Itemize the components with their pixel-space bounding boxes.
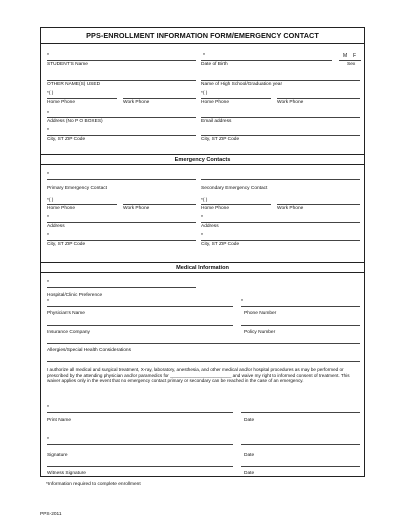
allergies-field[interactable] bbox=[47, 361, 360, 362]
form-code: PPS-2011 bbox=[40, 512, 62, 517]
home-phone-label: Home Phone bbox=[47, 206, 75, 211]
home-phone-field[interactable] bbox=[201, 204, 271, 205]
policy-label: Policy Number bbox=[244, 330, 276, 335]
date-label: Date bbox=[244, 453, 255, 458]
dob-field[interactable] bbox=[201, 60, 332, 61]
sex-field[interactable] bbox=[339, 60, 361, 61]
address-label: Address bbox=[47, 224, 65, 229]
emergency-address-field[interactable] bbox=[47, 222, 196, 223]
other-names-field[interactable] bbox=[47, 80, 196, 81]
home-phone-label: Home Phone bbox=[201, 206, 229, 211]
date-field[interactable] bbox=[241, 466, 360, 467]
secondary-contact-label: Secondary Emergency Contact bbox=[201, 186, 268, 191]
allergies-label: Allergies/Special Health Considerations bbox=[47, 348, 131, 353]
city-label: City, ST ZIP Code bbox=[47, 137, 86, 142]
date-field[interactable] bbox=[241, 412, 360, 413]
insurance-label: Insurance Company bbox=[47, 330, 90, 335]
print-name-field[interactable] bbox=[47, 412, 233, 413]
work-phone-field[interactable] bbox=[277, 204, 360, 205]
required-marker: * bbox=[47, 128, 49, 134]
required-marker: * bbox=[47, 172, 49, 178]
address-label: Address (No P O BOXES) bbox=[47, 119, 103, 124]
required-marker: * bbox=[47, 299, 49, 305]
home-phone-field[interactable] bbox=[47, 98, 117, 99]
required-marker: * bbox=[47, 280, 49, 286]
home-phone-placeholder: *( ) bbox=[47, 91, 54, 96]
city-label: City, ST ZIP Code bbox=[47, 242, 86, 247]
home-phone-placeholder: *( ) bbox=[201, 198, 208, 203]
required-marker: * bbox=[47, 53, 49, 59]
sex-option-m[interactable]: M bbox=[343, 53, 348, 59]
required-marker: * bbox=[201, 215, 203, 221]
home-phone-field[interactable] bbox=[201, 98, 271, 99]
home-phone-label: Home Phone bbox=[201, 100, 229, 105]
phone-number-field[interactable] bbox=[241, 306, 360, 307]
city-field[interactable] bbox=[47, 135, 196, 136]
physician-label: Physician's Name bbox=[47, 311, 85, 316]
policy-field[interactable] bbox=[241, 325, 360, 326]
secondary-contact-field[interactable] bbox=[201, 179, 360, 180]
print-name-label: Print Name bbox=[47, 418, 71, 423]
phone-number-label: Phone Number bbox=[244, 311, 277, 316]
required-marker: * bbox=[241, 299, 243, 305]
emergency-heading: Emergency Contacts bbox=[41, 154, 364, 165]
home-phone-placeholder: *( ) bbox=[201, 91, 208, 96]
student-name-label: STUDENT'S Name bbox=[47, 62, 88, 67]
city-label: City, ST ZIP Code bbox=[201, 137, 240, 142]
dob-label: Date of Birth bbox=[201, 62, 228, 67]
email-label: Email address bbox=[201, 119, 232, 124]
witness-field[interactable] bbox=[47, 466, 233, 467]
hospital-field[interactable] bbox=[47, 287, 196, 288]
work-phone-label: Work Phone bbox=[123, 206, 150, 211]
physician-field[interactable] bbox=[47, 306, 233, 307]
city-field[interactable] bbox=[201, 135, 360, 136]
student-name-field[interactable] bbox=[47, 60, 196, 61]
primary-contact-field[interactable] bbox=[47, 179, 196, 180]
required-marker: * bbox=[47, 405, 49, 411]
medical-heading: Medical Information bbox=[41, 262, 364, 273]
required-marker: * bbox=[47, 233, 49, 239]
required-marker: * bbox=[201, 233, 203, 239]
home-phone-placeholder: *( ) bbox=[47, 198, 54, 203]
hospital-label: Hospital/Clinic Preference bbox=[47, 293, 103, 298]
emergency-city-field[interactable] bbox=[47, 240, 196, 241]
work-phone-label: Work Phone bbox=[277, 206, 304, 211]
address-label: Address bbox=[201, 224, 219, 229]
required-marker: * bbox=[47, 111, 49, 117]
work-phone-field[interactable] bbox=[123, 204, 196, 205]
date-label: Date bbox=[244, 471, 255, 476]
city-label: City, ST ZIP Code bbox=[201, 242, 240, 247]
date-label: Date bbox=[244, 418, 255, 423]
witness-label: Witness Signature bbox=[47, 471, 86, 476]
form-title: PPS-ENROLLMENT INFORMATION FORM/EMERGENCY CONTACT bbox=[41, 28, 364, 44]
home-phone-field[interactable] bbox=[47, 204, 117, 205]
authorization-text: I authorize all medical and surgical treatment, X-ray, laboratory, anesthesia, and other medical and/or hospital procedures as may be performed or prescribed by the attending physician and/or paramedics for ________________________ and waive my right to informed consent of treatment. This waiver applies only in the event that no emergency contact primary or secondary can be reached in the case of an emergency. bbox=[47, 367, 350, 384]
required-footnote: *Information required to complete enrollment bbox=[46, 482, 141, 487]
sex-option-f[interactable]: F bbox=[353, 53, 357, 59]
work-phone-field[interactable] bbox=[277, 98, 360, 99]
signature-label: Signature bbox=[47, 453, 68, 458]
address-field[interactable] bbox=[47, 117, 196, 118]
enrollment-form bbox=[40, 27, 365, 477]
grad-field[interactable] bbox=[201, 80, 360, 81]
primary-contact-label: Primary Emergency Contact bbox=[47, 186, 107, 191]
required-marker: * bbox=[47, 437, 49, 443]
required-marker: * bbox=[47, 215, 49, 221]
allergies-field[interactable] bbox=[47, 343, 360, 344]
insurance-field[interactable] bbox=[47, 325, 233, 326]
emergency-address-field[interactable] bbox=[201, 222, 360, 223]
required-marker: * bbox=[203, 53, 205, 59]
work-phone-field[interactable] bbox=[123, 98, 196, 99]
date-field[interactable] bbox=[241, 444, 360, 445]
work-phone-label: Work Phone bbox=[123, 100, 150, 105]
email-field[interactable] bbox=[201, 117, 360, 118]
emergency-city-field[interactable] bbox=[201, 240, 360, 241]
grad-label: Name of High School/Graduation year bbox=[201, 82, 283, 87]
home-phone-label: Home Phone bbox=[47, 100, 75, 105]
work-phone-label: Work Phone bbox=[277, 100, 304, 105]
signature-field[interactable] bbox=[47, 444, 233, 445]
other-names-label: OTHER NAME(S) USED bbox=[47, 82, 101, 87]
sex-label: Sex bbox=[347, 62, 356, 67]
